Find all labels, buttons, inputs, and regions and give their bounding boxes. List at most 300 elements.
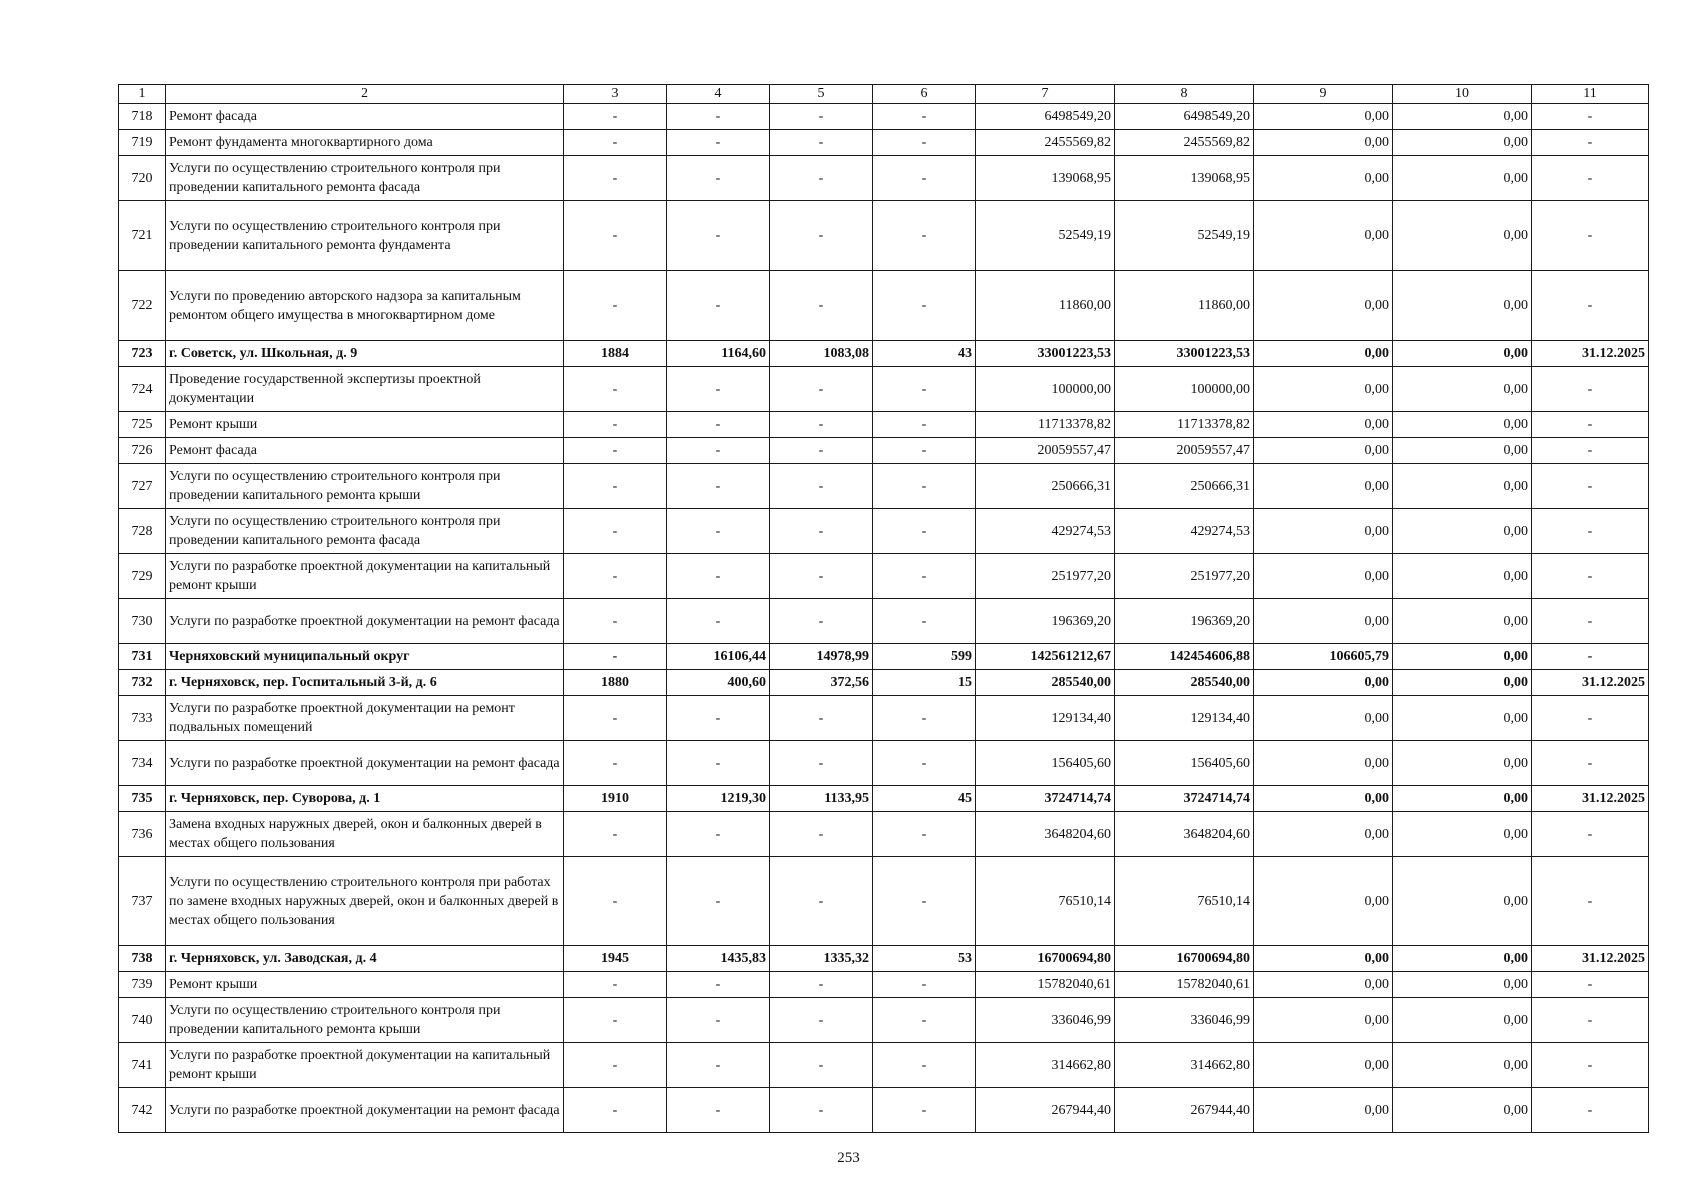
cell-col4: - <box>667 464 770 509</box>
row-number: 741 <box>119 1043 166 1088</box>
row-number: 724 <box>119 367 166 412</box>
cell-col10: 0,00 <box>1393 201 1532 271</box>
cell-col8: 100000,00 <box>1115 367 1254 412</box>
row-number: 739 <box>119 972 166 998</box>
cell-col11: - <box>1532 464 1649 509</box>
cell-col9: 0,00 <box>1254 438 1393 464</box>
cell-col7: 15782040,61 <box>976 972 1115 998</box>
cell-col3: - <box>564 412 667 438</box>
column-header: 3 <box>564 85 667 104</box>
row-number: 719 <box>119 130 166 156</box>
cell-col9: 0,00 <box>1254 696 1393 741</box>
cell-col4: - <box>667 812 770 857</box>
table-row <box>119 104 1649 130</box>
cell-col3: - <box>564 130 667 156</box>
cell-col5: 1335,32 <box>770 946 873 972</box>
cell-col4: - <box>667 201 770 271</box>
cell-col8: 250666,31 <box>1115 464 1254 509</box>
cell-col6: 45 <box>873 786 976 812</box>
cell-col8: 156405,60 <box>1115 741 1254 786</box>
column-header: 1 <box>119 85 166 104</box>
cell-col3: - <box>564 201 667 271</box>
cell-col11: - <box>1532 156 1649 201</box>
work-name: Услуги по осуществлению строительного контроля при проведении капитального ремонта фундамента <box>166 201 564 271</box>
cell-col10: 0,00 <box>1393 857 1532 946</box>
cell-col5: - <box>770 1043 873 1088</box>
cell-col10: 0,00 <box>1393 156 1532 201</box>
table-row <box>119 812 1649 857</box>
cell-col3: - <box>564 1088 667 1133</box>
cell-col6: - <box>873 438 976 464</box>
cell-col9: 0,00 <box>1254 1043 1393 1088</box>
cell-col3: - <box>564 812 667 857</box>
cell-col5: 1083,08 <box>770 341 873 367</box>
row-number: 725 <box>119 412 166 438</box>
cell-col5: - <box>770 599 873 644</box>
cell-col8: 6498549,20 <box>1115 104 1254 130</box>
cell-col3: - <box>564 696 667 741</box>
cell-col4: - <box>667 509 770 554</box>
column-header: 6 <box>873 85 976 104</box>
table-row <box>119 341 1649 367</box>
cell-col3: - <box>564 271 667 341</box>
table-row <box>119 156 1649 201</box>
cell-col4: - <box>667 554 770 599</box>
cell-col9: 0,00 <box>1254 509 1393 554</box>
cell-col11: - <box>1532 696 1649 741</box>
work-name: Черняховский муниципальный округ <box>166 644 564 670</box>
cell-col8: 15782040,61 <box>1115 972 1254 998</box>
cell-col6: - <box>873 599 976 644</box>
cell-col7: 139068,95 <box>976 156 1115 201</box>
cell-col9: 0,00 <box>1254 464 1393 509</box>
cell-col10: 0,00 <box>1393 812 1532 857</box>
row-number: 733 <box>119 696 166 741</box>
row-number: 729 <box>119 554 166 599</box>
cell-col3: - <box>564 554 667 599</box>
cell-col10: 0,00 <box>1393 509 1532 554</box>
row-number: 726 <box>119 438 166 464</box>
cell-col3: - <box>564 438 667 464</box>
cell-col9: 0,00 <box>1254 998 1393 1043</box>
table-row <box>119 670 1649 696</box>
cell-col3: - <box>564 464 667 509</box>
work-name: Услуги по осуществлению строительного контроля при проведении капитального ремонта фасада <box>166 156 564 201</box>
cell-col10: 0,00 <box>1393 554 1532 599</box>
table-row <box>119 972 1649 998</box>
cell-col11: - <box>1532 1088 1649 1133</box>
table-row <box>119 696 1649 741</box>
cell-col9: 0,00 <box>1254 271 1393 341</box>
cell-col5: - <box>770 156 873 201</box>
column-header: 2 <box>166 85 564 104</box>
page-number: 253 <box>837 1150 860 1166</box>
cell-col5: 14978,99 <box>770 644 873 670</box>
column-header: 5 <box>770 85 873 104</box>
cell-col6: - <box>873 972 976 998</box>
cell-col11: - <box>1532 367 1649 412</box>
cell-col4: - <box>667 696 770 741</box>
cell-col11: - <box>1532 741 1649 786</box>
cell-col7: 129134,40 <box>976 696 1115 741</box>
cell-col4: - <box>667 412 770 438</box>
cell-col8: 267944,40 <box>1115 1088 1254 1133</box>
cell-col6: - <box>873 812 976 857</box>
cell-col8: 336046,99 <box>1115 998 1254 1043</box>
cell-col9: 0,00 <box>1254 104 1393 130</box>
cell-col10: 0,00 <box>1393 341 1532 367</box>
cell-col11: - <box>1532 201 1649 271</box>
work-name: г. Советск, ул. Школьная, д. 9 <box>166 341 564 367</box>
cell-col8: 11860,00 <box>1115 271 1254 341</box>
cell-col6: - <box>873 412 976 438</box>
cell-col6: - <box>873 741 976 786</box>
cell-col7: 16700694,80 <box>976 946 1115 972</box>
cell-col10: 0,00 <box>1393 130 1532 156</box>
cell-col7: 11860,00 <box>976 271 1115 341</box>
row-number: 734 <box>119 741 166 786</box>
cell-col7: 267944,40 <box>976 1088 1115 1133</box>
cell-col9: 0,00 <box>1254 946 1393 972</box>
cell-col3: 1945 <box>564 946 667 972</box>
cell-col4: - <box>667 857 770 946</box>
cell-col11: - <box>1532 438 1649 464</box>
row-number: 735 <box>119 786 166 812</box>
work-name: Ремонт крыши <box>166 412 564 438</box>
table-row <box>119 201 1649 271</box>
cell-col5: - <box>770 696 873 741</box>
cell-col9: 0,00 <box>1254 367 1393 412</box>
cell-col9: 0,00 <box>1254 130 1393 156</box>
row-number: 723 <box>119 341 166 367</box>
cell-col8: 285540,00 <box>1115 670 1254 696</box>
cell-col5: - <box>770 367 873 412</box>
cell-col9: 0,00 <box>1254 741 1393 786</box>
cell-col6: - <box>873 156 976 201</box>
work-name: Ремонт фундамента многоквартирного дома <box>166 130 564 156</box>
cell-col6: 43 <box>873 341 976 367</box>
row-number: 737 <box>119 857 166 946</box>
cell-col4: 1435,83 <box>667 946 770 972</box>
cell-col6: - <box>873 367 976 412</box>
cell-col4: 16106,44 <box>667 644 770 670</box>
table-row <box>119 554 1649 599</box>
column-header: 4 <box>667 85 770 104</box>
cell-col7: 100000,00 <box>976 367 1115 412</box>
row-number: 732 <box>119 670 166 696</box>
cell-col4: - <box>667 156 770 201</box>
table-row <box>119 998 1649 1043</box>
cell-col4: - <box>667 104 770 130</box>
cell-col10: 0,00 <box>1393 670 1532 696</box>
cell-col5: - <box>770 104 873 130</box>
cell-col8: 33001223,53 <box>1115 341 1254 367</box>
cell-col7: 3724714,74 <box>976 786 1115 812</box>
cell-col7: 429274,53 <box>976 509 1115 554</box>
cell-col8: 314662,80 <box>1115 1043 1254 1088</box>
work-name: Услуги по разработке проектной документации на капитальный ремонт крыши <box>166 554 564 599</box>
work-name: Услуги по проведению авторского надзора за капитальным ремонтом общего имущества в многоквартирном доме <box>166 271 564 341</box>
work-name: Услуги по осуществлению строительного контроля при работах по замене входных наружных дверей, окон и балконных дверей в местах общего пользования <box>166 857 564 946</box>
cell-col5: - <box>770 130 873 156</box>
row-number: 728 <box>119 509 166 554</box>
cell-col4: - <box>667 972 770 998</box>
work-name: Ремонт крыши <box>166 972 564 998</box>
cell-col4: - <box>667 1043 770 1088</box>
cell-col10: 0,00 <box>1393 644 1532 670</box>
cell-col7: 285540,00 <box>976 670 1115 696</box>
cell-col7: 52549,19 <box>976 201 1115 271</box>
cell-col3: - <box>564 972 667 998</box>
table-row <box>119 464 1649 509</box>
cell-col7: 20059557,47 <box>976 438 1115 464</box>
cell-col7: 11713378,82 <box>976 412 1115 438</box>
table-body <box>119 85 1649 1133</box>
cell-col8: 196369,20 <box>1115 599 1254 644</box>
table-row <box>119 509 1649 554</box>
work-name: Услуги по осуществлению строительного контроля при проведении капитального ремонта крыши <box>166 464 564 509</box>
cell-col8: 429274,53 <box>1115 509 1254 554</box>
work-name: Услуги по осуществлению строительного контроля при проведении капитального ремонта крыши <box>166 998 564 1043</box>
table-row <box>119 271 1649 341</box>
cell-col6: - <box>873 1043 976 1088</box>
cell-col7: 251977,20 <box>976 554 1115 599</box>
row-number: 720 <box>119 156 166 201</box>
column-header: 7 <box>976 85 1115 104</box>
cell-col5: - <box>770 857 873 946</box>
table-row <box>119 599 1649 644</box>
cell-col5: - <box>770 438 873 464</box>
cell-col8: 129134,40 <box>1115 696 1254 741</box>
cell-col9: 0,00 <box>1254 201 1393 271</box>
table-row <box>119 786 1649 812</box>
cell-col9: 0,00 <box>1254 972 1393 998</box>
table-row <box>119 130 1649 156</box>
cell-col7: 314662,80 <box>976 1043 1115 1088</box>
cell-col6: - <box>873 696 976 741</box>
cell-col11: - <box>1532 1043 1649 1088</box>
cell-col3: 1910 <box>564 786 667 812</box>
work-name: Услуги по разработке проектной документации на капитальный ремонт крыши <box>166 1043 564 1088</box>
cell-col3: - <box>564 509 667 554</box>
table-row <box>119 644 1649 670</box>
cell-col4: - <box>667 271 770 341</box>
cell-col10: 0,00 <box>1393 438 1532 464</box>
cell-col10: 0,00 <box>1393 998 1532 1043</box>
row-number: 740 <box>119 998 166 1043</box>
cell-col9: 0,00 <box>1254 554 1393 599</box>
cell-col6: - <box>873 554 976 599</box>
cell-col9: 106605,79 <box>1254 644 1393 670</box>
work-name: г. Черняховск, пер. Госпитальный 3-й, д. 6 <box>166 670 564 696</box>
cell-col8: 251977,20 <box>1115 554 1254 599</box>
cell-col10: 0,00 <box>1393 104 1532 130</box>
table-row <box>119 946 1649 972</box>
cell-col7: 3648204,60 <box>976 812 1115 857</box>
cell-col6: - <box>873 509 976 554</box>
cell-col9: 0,00 <box>1254 670 1393 696</box>
cell-col9: 0,00 <box>1254 599 1393 644</box>
cell-col3: - <box>564 741 667 786</box>
cell-col5: - <box>770 201 873 271</box>
cell-col6: 599 <box>873 644 976 670</box>
cell-col11: - <box>1532 104 1649 130</box>
cell-col3: - <box>564 367 667 412</box>
cell-col3: - <box>564 644 667 670</box>
cell-col6: - <box>873 201 976 271</box>
cell-col3: - <box>564 1043 667 1088</box>
cell-col10: 0,00 <box>1393 696 1532 741</box>
cell-col5: - <box>770 972 873 998</box>
row-number: 722 <box>119 271 166 341</box>
cell-col8: 142454606,88 <box>1115 644 1254 670</box>
cell-col8: 16700694,80 <box>1115 946 1254 972</box>
cell-col10: 0,00 <box>1393 1088 1532 1133</box>
cell-col11: - <box>1532 857 1649 946</box>
cell-col9: 0,00 <box>1254 341 1393 367</box>
cell-col8: 76510,14 <box>1115 857 1254 946</box>
data-table <box>118 84 1649 1133</box>
cell-col8: 11713378,82 <box>1115 412 1254 438</box>
column-header: 9 <box>1254 85 1393 104</box>
cell-col11: 31.12.2025 <box>1532 341 1649 367</box>
table-row <box>119 438 1649 464</box>
row-number: 742 <box>119 1088 166 1133</box>
work-name: Замена входных наружных дверей, окон и балконных дверей в местах общего пользования <box>166 812 564 857</box>
table-row <box>119 367 1649 412</box>
work-name: Услуги по разработке проектной документации на ремонт фасада <box>166 599 564 644</box>
row-number: 738 <box>119 946 166 972</box>
cell-col10: 0,00 <box>1393 946 1532 972</box>
cell-col3: - <box>564 156 667 201</box>
work-name: Услуги по разработке проектной документации на ремонт фасада <box>166 741 564 786</box>
cell-col9: 0,00 <box>1254 412 1393 438</box>
cell-col5: - <box>770 464 873 509</box>
cell-col9: 0,00 <box>1254 857 1393 946</box>
cell-col4: 1219,30 <box>667 786 770 812</box>
cell-col4: - <box>667 367 770 412</box>
table-row <box>119 1088 1649 1133</box>
cell-col8: 139068,95 <box>1115 156 1254 201</box>
cell-col10: 0,00 <box>1393 464 1532 509</box>
row-number: 731 <box>119 644 166 670</box>
row-number: 736 <box>119 812 166 857</box>
cell-col10: 0,00 <box>1393 599 1532 644</box>
cell-col5: - <box>770 554 873 599</box>
cell-col11: - <box>1532 509 1649 554</box>
cell-col10: 0,00 <box>1393 786 1532 812</box>
cell-col8: 2455569,82 <box>1115 130 1254 156</box>
column-header: 8 <box>1115 85 1254 104</box>
cell-col6: - <box>873 104 976 130</box>
cell-col10: 0,00 <box>1393 972 1532 998</box>
cell-col9: 0,00 <box>1254 812 1393 857</box>
work-name: Ремонт фасада <box>166 104 564 130</box>
cell-col4: - <box>667 741 770 786</box>
cell-col10: 0,00 <box>1393 741 1532 786</box>
table-row <box>119 857 1649 946</box>
cell-col7: 142561212,67 <box>976 644 1115 670</box>
cell-col7: 2455569,82 <box>976 130 1115 156</box>
cell-col3: - <box>564 998 667 1043</box>
row-number: 721 <box>119 201 166 271</box>
cell-col4: - <box>667 998 770 1043</box>
table-row <box>119 412 1649 438</box>
cell-col11: - <box>1532 972 1649 998</box>
cell-col8: 3648204,60 <box>1115 812 1254 857</box>
cell-col11: - <box>1532 998 1649 1043</box>
row-number: 730 <box>119 599 166 644</box>
cell-col11: - <box>1532 812 1649 857</box>
cell-col9: 0,00 <box>1254 1088 1393 1133</box>
cell-col7: 76510,14 <box>976 857 1115 946</box>
cell-col4: 1164,60 <box>667 341 770 367</box>
cell-col8: 20059557,47 <box>1115 438 1254 464</box>
cell-col7: 250666,31 <box>976 464 1115 509</box>
cell-col3: - <box>564 599 667 644</box>
cell-col10: 0,00 <box>1393 367 1532 412</box>
cell-col5: - <box>770 509 873 554</box>
cell-col11: 31.12.2025 <box>1532 670 1649 696</box>
cell-col3: 1880 <box>564 670 667 696</box>
cell-col5: 372,56 <box>770 670 873 696</box>
cell-col7: 336046,99 <box>976 998 1115 1043</box>
cell-col6: - <box>873 130 976 156</box>
row-number: 727 <box>119 464 166 509</box>
cell-col5: - <box>770 271 873 341</box>
cell-col6: - <box>873 464 976 509</box>
cell-col3: 1884 <box>564 341 667 367</box>
column-number-row <box>119 85 1649 104</box>
work-name: г. Черняховск, пер. Суворова, д. 1 <box>166 786 564 812</box>
cell-col4: - <box>667 130 770 156</box>
cell-col10: 0,00 <box>1393 271 1532 341</box>
cell-col11: 31.12.2025 <box>1532 946 1649 972</box>
cell-col3: - <box>564 857 667 946</box>
work-name: г. Черняховск, ул. Заводская, д. 4 <box>166 946 564 972</box>
table-row <box>119 741 1649 786</box>
cell-col8: 3724714,74 <box>1115 786 1254 812</box>
column-header: 11 <box>1532 85 1649 104</box>
cell-col7: 196369,20 <box>976 599 1115 644</box>
cell-col7: 33001223,53 <box>976 341 1115 367</box>
cell-col5: - <box>770 812 873 857</box>
cell-col11: - <box>1532 599 1649 644</box>
cell-col7: 6498549,20 <box>976 104 1115 130</box>
cell-col5: 1133,95 <box>770 786 873 812</box>
cell-col6: - <box>873 857 976 946</box>
cell-col5: - <box>770 412 873 438</box>
cell-col8: 52549,19 <box>1115 201 1254 271</box>
row-number: 718 <box>119 104 166 130</box>
cell-col11: 31.12.2025 <box>1532 786 1649 812</box>
work-name: Услуги по осуществлению строительного контроля при проведении капитального ремонта фасада <box>166 509 564 554</box>
cell-col6: 15 <box>873 670 976 696</box>
cell-col6: 53 <box>873 946 976 972</box>
cell-col6: - <box>873 998 976 1043</box>
cell-col4: - <box>667 1088 770 1133</box>
cell-col5: - <box>770 1088 873 1133</box>
cell-col4: 400,60 <box>667 670 770 696</box>
cell-col9: 0,00 <box>1254 156 1393 201</box>
cell-col4: - <box>667 599 770 644</box>
work-name: Проведение государственной экспертизы проектной документации <box>166 367 564 412</box>
table-row <box>119 1043 1649 1088</box>
cell-col10: 0,00 <box>1393 412 1532 438</box>
cell-col5: - <box>770 741 873 786</box>
work-name: Ремонт фасада <box>166 438 564 464</box>
cell-col9: 0,00 <box>1254 786 1393 812</box>
